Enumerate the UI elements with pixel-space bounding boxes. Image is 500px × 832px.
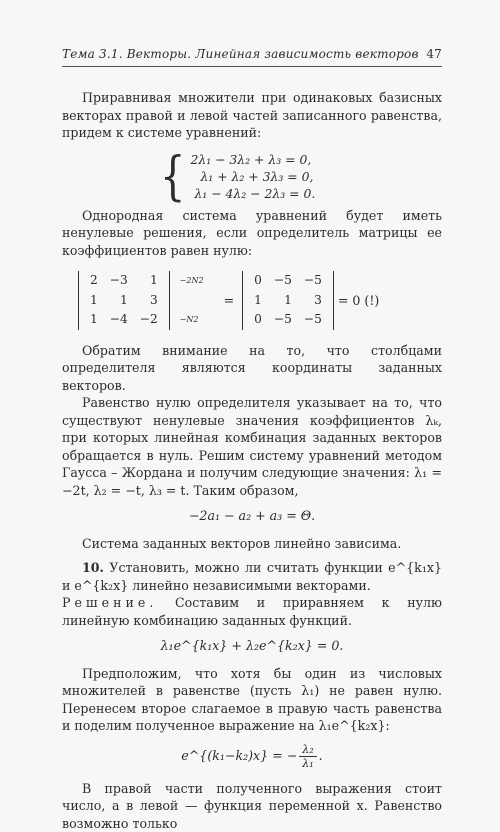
- determinant-result: = 0 (!): [338, 292, 379, 310]
- header-rule: [62, 66, 442, 67]
- det-cell: −2: [134, 310, 164, 330]
- paragraph-7: В правой части полученного выражения стоит число, а в левой — функция переменной x. Равенство возможно только: [62, 780, 442, 832]
- paragraph-5: Система заданных векторов линейно зависима.: [62, 535, 442, 553]
- det-cell: 3: [134, 291, 164, 311]
- paragraph-2: Однородная система уравнений будет иметь ненулевые решения, если определитель матрицы ее коэффициентов равен нулю:: [62, 207, 442, 260]
- solution-label: Решение.: [62, 595, 157, 610]
- problem-10: [62, 559, 442, 594]
- equation-ratio: [62, 743, 442, 770]
- text-body: [62, 89, 442, 832]
- solution: [62, 594, 442, 629]
- note-top: −2N2: [180, 272, 204, 290]
- determinant-left: [78, 271, 170, 330]
- determinant-right: [242, 271, 334, 330]
- det-cell: 1: [268, 291, 298, 311]
- det-cell: −5: [298, 271, 328, 291]
- equation-system: [160, 151, 442, 203]
- header-title: Тема 3.1. Векторы. Линейная зависимость векторов: [62, 47, 419, 61]
- determinant-equation: [78, 271, 442, 330]
- det-cell: 1: [134, 271, 164, 291]
- det-cell: 1: [84, 291, 104, 311]
- paragraph-6: Предположим, что хотя бы один из числовых множителей в равенстве (пусть λ₁) не равен нулю. Перенесем второе слагаемое в правую часть равенства и поделим полученное выражение на λ₁e^{k₂x}:: [62, 665, 442, 735]
- system-eq-3: λ₁ − 4λ₂ − 2λ₃ = 0.: [190, 185, 315, 202]
- problem-text: Установить, можно ли считать функции e^{k₁x} и e^{k₂x} линейно независимыми векторами.: [62, 560, 442, 593]
- det-cell: 1: [84, 310, 104, 330]
- page-number: 47: [426, 47, 442, 61]
- paragraph-3: Обратим внимание на то, что столбцами определителя являются координаты заданных векторов.: [62, 342, 442, 395]
- equation-functions: λ₁e^{k₁x} + λ₂e^{k₂x} = 0.: [62, 637, 442, 655]
- det-cell: 3: [298, 291, 328, 311]
- equals-sign: =: [224, 292, 235, 310]
- solution-text: Составим и приравняем к нулю линейную комбинацию заданных функций.: [62, 595, 442, 628]
- paragraph-1: Приравнивая множители при одинаковых базисных векторах правой и левой частей записанного равенства, придем к системе уравнений:: [62, 89, 442, 142]
- running-header: [62, 47, 442, 61]
- ratio-lhs: e^{(k₁−k₂)x} = −: [181, 748, 297, 763]
- det-cell: −5: [298, 310, 328, 330]
- det-cell: −4: [104, 310, 134, 330]
- fraction-denominator: λ₁: [302, 757, 313, 770]
- row-operations-note: [180, 272, 204, 328]
- det-cell: 2: [84, 271, 104, 291]
- fraction-numerator: λ₂: [299, 743, 316, 757]
- system-eq-2: λ₁ + λ₂ + 3λ₃ = 0,: [190, 168, 315, 185]
- det-cell: −3: [104, 271, 134, 291]
- det-cell: 1: [104, 291, 134, 311]
- det-cell: 0: [248, 271, 268, 291]
- paragraph-4: Равенство нулю определителя указывает на то, что существуют ненулевые значения коэффициентов λₖ, при которых линейная комбинация заданных векторов обращается в нуль. Решим систему уравнений методом Гаусса – Жордана и получим следующие значения: λ₁ = −2t, λ₂ = −t, λ₃ = t. Таким образом,: [62, 394, 442, 499]
- det-cell: −5: [268, 310, 298, 330]
- det-cell: 1: [248, 291, 268, 311]
- equation-combination: −2a₁ − a₂ + a₃ = Θ.: [62, 507, 442, 525]
- fraction: [299, 743, 316, 770]
- system-eq-1: 2λ₁ − 3λ₂ + λ₃ = 0,: [190, 151, 315, 168]
- brace: {: [160, 151, 185, 203]
- ratio-end: .: [319, 748, 323, 763]
- problem-number: 10.: [82, 560, 104, 575]
- det-cell: −5: [268, 271, 298, 291]
- det-cell: 0: [248, 310, 268, 330]
- note-bottom: −N2: [180, 311, 204, 329]
